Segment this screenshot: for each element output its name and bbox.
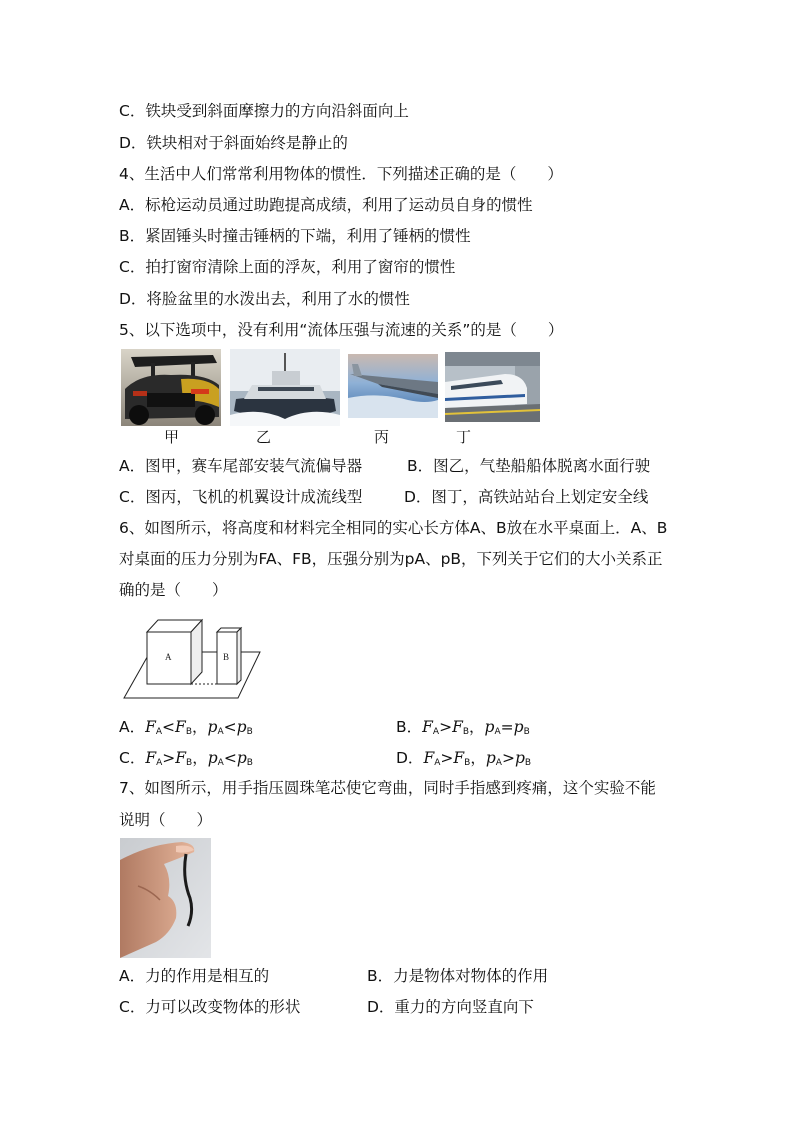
q5-stem: 5、以下选项中，没有利用“流体压强与流速的关系”的是（ ） xyxy=(119,321,564,339)
airplane-wing-photo xyxy=(348,354,438,418)
q7-option-c: C．力可以改变物体的形状 xyxy=(119,998,301,1016)
q6-stem-line2: 对桌面的压力分别为FA、FB，压强分别为pA、pB，下列关于它们的大小关系正 xyxy=(119,550,663,568)
q5-option-c: C．图丙，飞机的机翼设计成流线型 xyxy=(119,488,363,506)
q6-option-c: C．$F_A>F_B$，$p_A<p_B$ xyxy=(119,749,253,768)
q5-option-b: B．图乙，气垫船船体脱离水面行驶 xyxy=(407,457,651,475)
q7-stem-line1: 7、如图所示，用手指压圆珠笔芯使它弯曲，同时手指感到疼痛，这个实验不能 xyxy=(119,779,656,797)
q7-option-b: B．力是物体对物体的作用 xyxy=(367,967,549,985)
caption-jia: 甲 xyxy=(164,428,180,446)
q7-stem-line2: 说明（ ） xyxy=(119,811,213,829)
q3-option-d: D．铁块相对于斜面始终是静止的 xyxy=(119,134,348,152)
hovercraft-photo xyxy=(230,349,340,426)
q4-option-b: B．紧固锤头时撞击锤柄的下端，利用了锤柄的惯性 xyxy=(119,227,471,245)
q6-stem-line1: 6、如图所示，将高度和材料完全相同的实心长方体A、B放在水平桌面上．A、B xyxy=(119,519,668,537)
finger-pressing-pen-refill-photo xyxy=(120,838,211,958)
q7-option-d: D．重力的方向竖直向下 xyxy=(367,998,534,1016)
high-speed-train-photo xyxy=(445,352,540,422)
q6-option-a: A．$F_A<F_B$，$p_A<p_B$ xyxy=(119,718,253,737)
block-a-label: A xyxy=(165,652,172,662)
q4-stem: 4、生活中人们常常利用物体的惯性．下列描述正确的是（ ） xyxy=(119,165,563,183)
q5-option-a: A．图甲，赛车尾部安装气流偏导器 xyxy=(119,457,363,475)
q4-option-a: A．标枪运动员通过助跑提高成绩，利用了运动员自身的惯性 xyxy=(119,196,533,214)
q4-option-d: D．将脸盆里的水泼出去，利用了水的惯性 xyxy=(119,290,410,308)
caption-ding: 丁 xyxy=(456,428,472,446)
caption-bing: 丙 xyxy=(374,428,390,446)
q6-stem-line3: 确的是（ ） xyxy=(119,581,228,599)
q6-option-b: B．$F_A>F_B$，$p_A=p_B$ xyxy=(396,718,530,737)
caption-yi: 乙 xyxy=(256,428,272,446)
q7-option-a: A．力的作用是相互的 xyxy=(119,967,270,985)
q5-option-d: D．图丁，高铁站站台上划定安全线 xyxy=(404,488,649,506)
q4-option-c: C．拍打窗帘清除上面的浮灰，利用了窗帘的惯性 xyxy=(119,258,456,276)
q6-option-d: D．$F_A>F_B$，$p_A>p_B$ xyxy=(396,749,532,768)
race-car-photo xyxy=(121,349,221,426)
blocks-on-table-figure xyxy=(120,614,265,704)
block-b-label: B xyxy=(223,652,230,662)
q3-option-c: C．铁块受到斜面摩擦力的方向沿斜面向上 xyxy=(119,102,409,120)
